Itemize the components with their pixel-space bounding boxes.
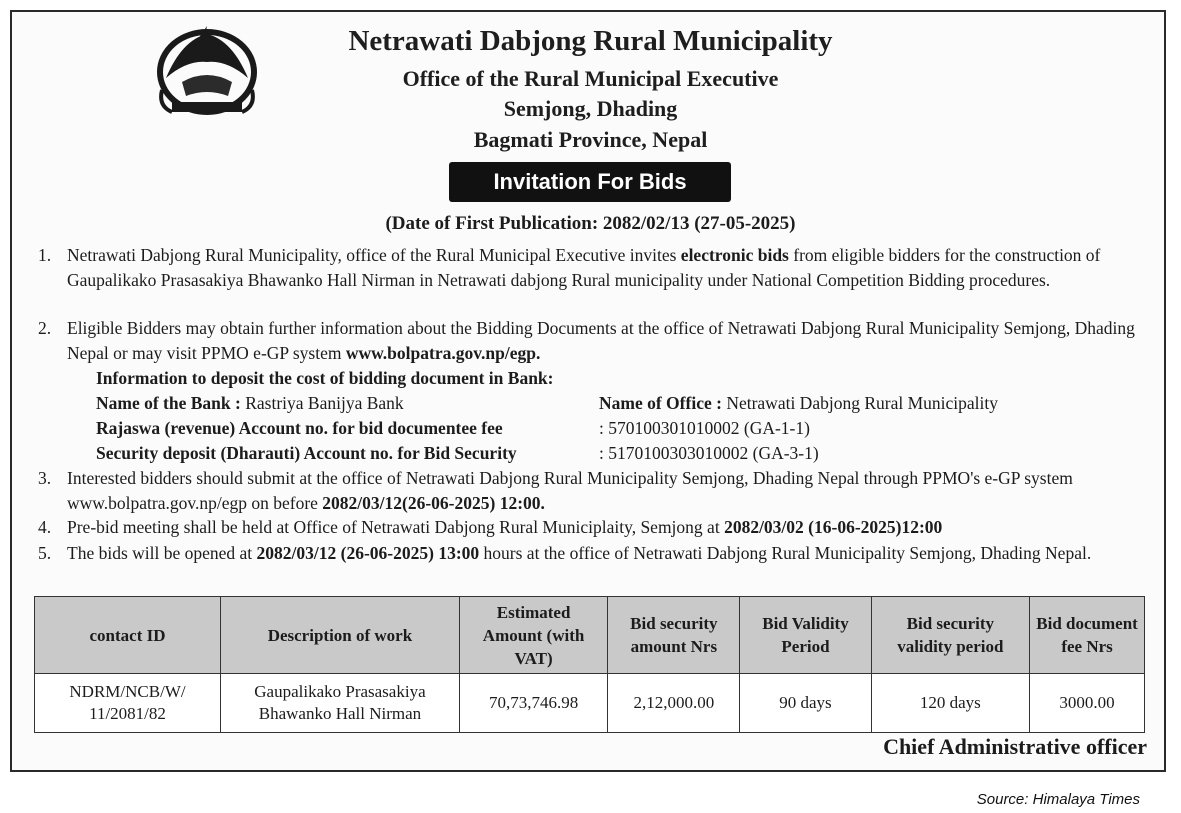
bank-name-label: Name of the Bank :: [96, 393, 241, 413]
table-cell: 2,12,000.00: [608, 674, 740, 733]
publication-date: (Date of First Publication: 2082/02/13 (27-05-2025): [385, 213, 796, 234]
bank-name-value: Rastriya Banijya Bank: [245, 393, 404, 413]
column-header: Bid security validity period: [871, 597, 1030, 674]
item-number: 2.: [38, 318, 52, 338]
column-header: Bid document fee Nrs: [1030, 597, 1145, 674]
table-cell: 90 days: [740, 674, 871, 733]
list-item-3: [38, 466, 1150, 516]
item-bold: 2082/03/12(26-06-2025) 12:00.: [322, 493, 545, 513]
column-header: Bid security amount Nrs: [608, 597, 740, 674]
office-title: Office of the Rural Municipal Executive: [402, 66, 779, 91]
municipality-title: Netrawati Dabjong Rural Municipality: [348, 25, 833, 57]
item-text: Eligible Bidders may obtain further information about the Bidding Documents at the office of Netrawati Dabjong Rural Municipality Semjong, Dhading Nepal or may visit PPMO e-GP system: [67, 318, 1135, 363]
bid-table: [34, 596, 1145, 733]
column-header: Description of work: [221, 597, 460, 674]
security-value: : 5170100303010002 (GA-3-1): [599, 443, 819, 463]
item-text: Interested bidders should submit at the office of Netrawati Dabjong Rural Municipality Semjong, Dhading Nepal through PPMO's e-GP system www.bolpatra.gov.np/egp on before: [67, 468, 1073, 513]
office-name-value: Netrawati Dabjong Rural Municipality: [726, 393, 998, 413]
column-header: Bid Validity Period: [740, 597, 871, 674]
list-item-1: [38, 243, 1150, 293]
item-bold: electronic bids: [680, 245, 789, 265]
item-text-tail: hours at the office of Netrawati Dabjong Rural Municipality Semjong, Dhading Nepal.: [479, 543, 1092, 563]
item-bold: 2082/03/12 (26-06-2025) 13:00: [256, 543, 480, 563]
table-header-row: [35, 597, 1145, 674]
security-label: Security deposit (Dharauti) Account no. for Bid Security: [96, 443, 517, 463]
column-header: Estimated Amount (with VAT): [459, 597, 607, 674]
invitation-banner: Invitation For Bids: [449, 162, 731, 202]
list-item-2: [38, 316, 1150, 366]
table-cell: 120 days: [871, 674, 1030, 733]
table-row: [35, 674, 1145, 733]
table-cell: NDRM/NCB/W/ 11/2081/82: [35, 674, 221, 733]
item-text-tail: from eligible bidders for the construction of Gaupalikako Prasasakiya Bhawanko Hall Nirman in Netrawati dabjong Rural municipality under National Competition Bidding procedures.: [67, 245, 1101, 290]
table-cell: 70,73,746.98: [459, 674, 607, 733]
source-credit: Source: Himalaya Times: [976, 791, 1140, 808]
table-cell: 3000.00: [1030, 674, 1145, 733]
list-item-5: [38, 541, 1150, 566]
item-number: 5.: [38, 543, 52, 563]
bank-info: [96, 366, 1146, 466]
office-name-label: Name of Office :: [599, 393, 722, 413]
table-cell: Gaupalikako Prasasakiya Bhawanko Hall Nirman: [221, 674, 460, 733]
signature: Chief Administrative officer: [883, 734, 1147, 759]
rajaswa-value: : 570100301010002 (GA-1-1): [599, 418, 810, 438]
item-text: Netrawati Dabjong Rural Municipality, office of the Rural Municipal Executive invites: [67, 245, 681, 265]
item-number: 3.: [38, 468, 52, 488]
province-title: Bagmati Province, Nepal: [473, 127, 708, 152]
item-text: The bids will be opened at: [67, 543, 257, 563]
location-title: Semjong, Dhading: [503, 96, 678, 121]
item-number: 4.: [38, 517, 52, 537]
rajaswa-label: Rajaswa (revenue) Account no. for bid documentee fee: [96, 418, 503, 438]
bank-heading: Information to deposit the cost of bidding document in Bank:: [96, 368, 554, 388]
column-header: contact ID: [35, 597, 221, 674]
item-number: 1.: [38, 245, 52, 265]
item-text: Pre-bid meeting shall be held at Office of Netrawati Dabjong Rural Municiplaity, Semjong at: [67, 517, 725, 537]
list-item-4: [38, 515, 1150, 540]
item-bold: 2082/03/02 (16-06-2025)12:00: [724, 517, 943, 537]
item-link[interactable]: www.bolpatra.gov.np/egp.: [345, 343, 541, 363]
